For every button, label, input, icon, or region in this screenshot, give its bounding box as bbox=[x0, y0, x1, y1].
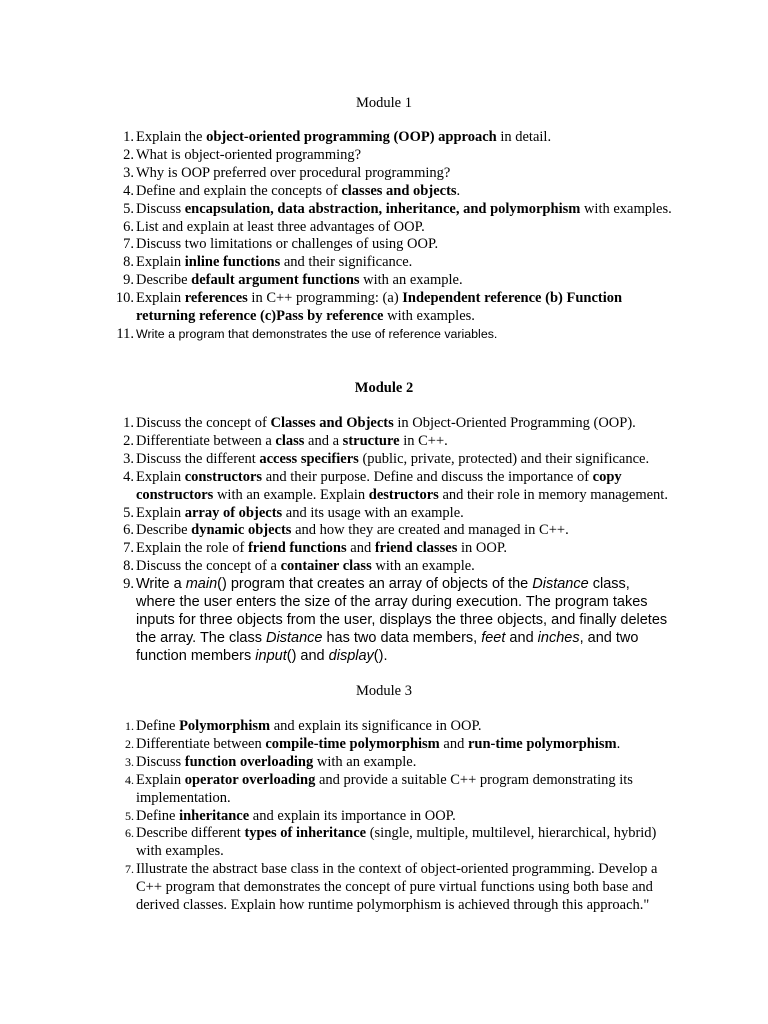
list-item: 7. Explain the role of friend functions and friend classes in OOP. bbox=[123, 540, 507, 557]
list-item: 1. Define Polymorphism and explain its significance in OOP. bbox=[125, 718, 482, 734]
list-item: 6. Describe different types of inheritance (single, multiple, multilevel, hierarchical, hybrid) with examples. bbox=[125, 825, 657, 860]
list-item: 2. Differentiate between a class and a structure in C++. bbox=[123, 432, 448, 449]
list-item: 9. Write a main() program that creates an array of objects of the Distance class, where the user enters the size of the array during execution. The program takes inputs for three objects from the user, displays the three objects, and finally deletes the array. The class Distance has two data members, feet and inches, and two function members input() and display(). bbox=[123, 576, 668, 664]
list-item: 7. Illustrate the abstract base class in the context of object-oriented programming. Develop a C++ program that demonstrates the concept of pure virtual functions using both base and derived classes. Explain how runtime polymorphism is achieved through this approach." bbox=[125, 861, 658, 914]
list-item: 4. Explain operator overloading and provide a suitable C++ program demonstrating its implementation. bbox=[125, 771, 633, 806]
list-item: 4. Define and explain the concepts of classes and objects. bbox=[123, 182, 461, 199]
list-item: 2. Differentiate between compile-time polymorphism and run-time polymorphism. bbox=[125, 735, 621, 752]
list-item: 10. Explain references in C++ programming: (a) Independent reference (b) Function returning reference (c)Pass by reference with examples. bbox=[115, 290, 623, 325]
list-item: 5. Define inheritance and explain its importance in OOP. bbox=[125, 807, 456, 824]
list-item: 2. What is object-oriented programming? bbox=[123, 146, 362, 163]
module-2-question-list bbox=[112, 415, 672, 666]
list-item: 3. Discuss function overloading with an example. bbox=[125, 753, 417, 770]
list-item: 7. Discuss two limitations or challenges of using OOP. bbox=[123, 236, 439, 253]
list-item: 8. Explain inline functions and their significance. bbox=[123, 254, 413, 271]
list-item: 8. Discuss the concept of a container class with an example. bbox=[123, 558, 475, 575]
list-item: 6. Describe dynamic objects and how they are created and managed in C++. bbox=[123, 522, 569, 539]
list-item: 1. Discuss the concept of Classes and Objects in Object-Oriented Programming (OOP). bbox=[123, 415, 636, 431]
list-item: 3. Why is OOP preferred over procedural programming? bbox=[123, 164, 451, 181]
module-1-question-list bbox=[112, 129, 672, 344]
list-item: 11. Write a program that demonstrates the use of reference variables. bbox=[116, 325, 498, 342]
module-1-heading: Module 1 bbox=[356, 95, 412, 111]
module-2-heading: Module 2 bbox=[354, 380, 414, 396]
list-item: 5. Discuss encapsulation, data abstraction, inheritance, and polymorphism with examples. bbox=[123, 200, 672, 217]
list-item: 6. List and explain at least three advantages of OOP. bbox=[123, 218, 425, 235]
list-item: 5. Explain array of objects and its usage with an example. bbox=[123, 504, 464, 521]
list-item: 3. Discuss the different access specifiers (public, private, protected) and their significance. bbox=[123, 450, 650, 467]
list-item: 9. Describe default argument functions with an example. bbox=[123, 272, 463, 289]
module-3-question-list bbox=[112, 718, 672, 915]
module-3-heading: Module 3 bbox=[356, 683, 412, 699]
list-item: 4. Explain constructors and their purpose. Define and discuss the importance of copy constructors with an example. Explain destructors and their role in memory management. bbox=[123, 468, 668, 503]
list-item: 1. Explain the object-oriented programming (OOP) approach in detail. bbox=[123, 129, 552, 145]
